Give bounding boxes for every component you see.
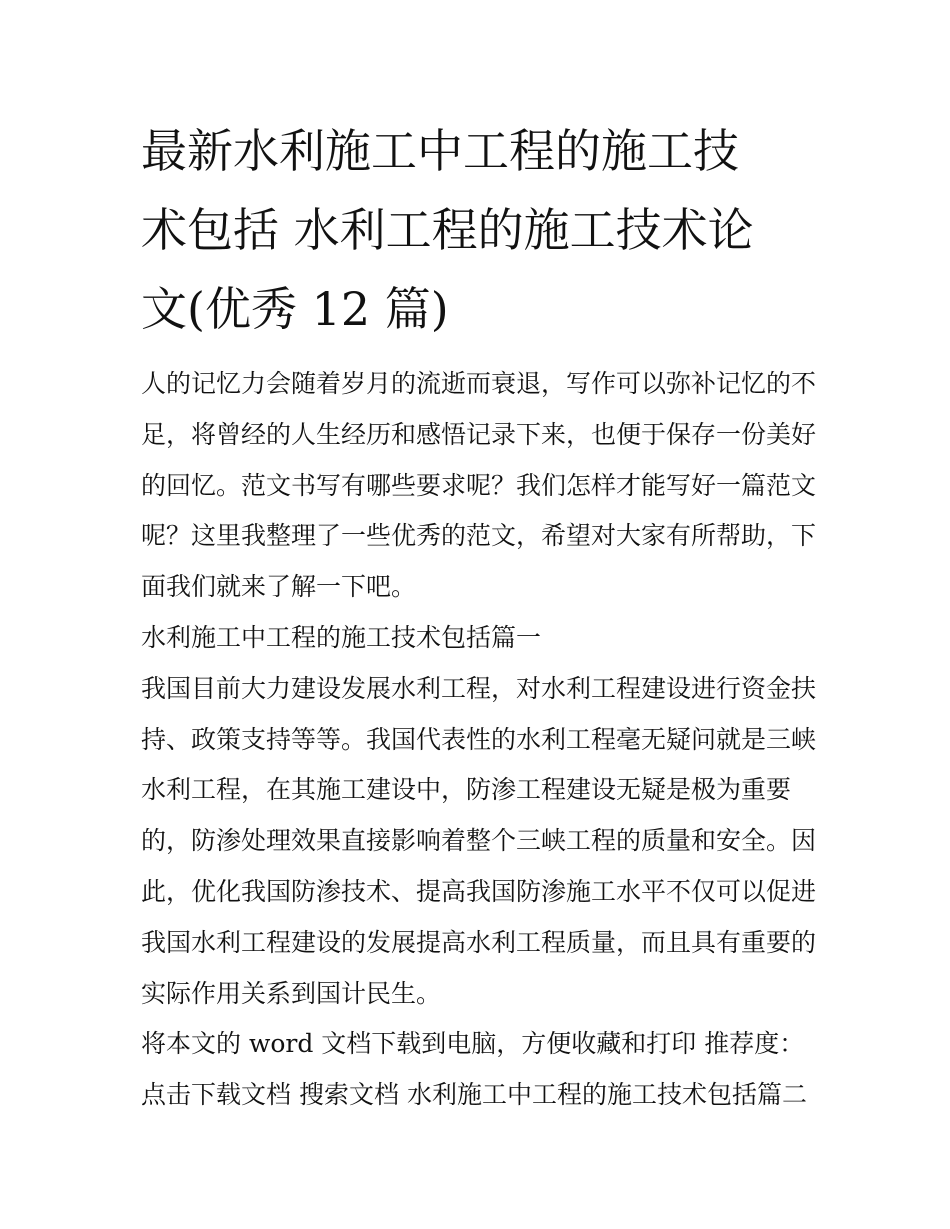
document-page <box>141 112 816 1121</box>
document-title <box>141 112 816 349</box>
download-document-link[interactable]: 点击下载文档 <box>141 1080 292 1110</box>
section-line-1: 我国目前大力建设发展水利工程，对水利工程建设进行资金扶 <box>141 673 817 703</box>
section-line-6: 我国水利工程建设的发展提高水利工程质量，而且具有重要的 <box>141 927 817 957</box>
intro-line-4: 呢？这里我整理了一些优秀的范文，希望对大家有所帮助，下 <box>141 521 817 551</box>
search-document-link[interactable]: 搜索文档 <box>298 1080 399 1110</box>
intro-line-2: 足，将曾经的人生经历和感悟记录下来，也便于保存一份美好 <box>141 419 817 449</box>
section-line-7: 实际作用关系到国计民生。 <box>141 978 442 1008</box>
intro-line-3: 的回忆。范文书写有哪些要求呢？我们怎样才能写好一篇范文 <box>141 470 817 500</box>
action-line <box>141 1070 816 1121</box>
document-body <box>141 359 816 1121</box>
download-info-line: 将本文的 word 文档下载到电脑，方便收藏和打印 推荐度： <box>141 1029 805 1059</box>
title-line-1: 最新水利施工中工程的施工技 <box>141 124 739 178</box>
intro-line-1: 人的记忆力会随着岁月的流逝而衰退，写作可以弥补记忆的不 <box>141 369 817 398</box>
section-heading: 水利施工中工程的施工技术包括篇一 <box>141 622 542 652</box>
intro-line-5: 面我们就来了解一下吧。 <box>141 572 417 602</box>
title-line-2: 术包括 水利工程的施工技术论 <box>141 203 754 257</box>
next-section-link[interactable]: 水利施工中工程的施工技术包括篇二 <box>406 1080 807 1110</box>
section-line-3: 水利工程，在其施工建设中，防渗工程建设无疑是极为重要 <box>141 775 792 805</box>
section-line-2: 持、政策支持等等。我国代表性的水利工程毫无疑问就是三峡 <box>141 724 817 754</box>
section-line-5: 此，优化我国防渗技术、提高我国防渗施工水平不仅可以促进 <box>141 876 817 906</box>
section-line-4: 的，防渗处理效果直接影响着整个三峡工程的质量和安全。因 <box>141 826 817 856</box>
title-line-3: 文(优秀 12 篇) <box>141 282 449 336</box>
